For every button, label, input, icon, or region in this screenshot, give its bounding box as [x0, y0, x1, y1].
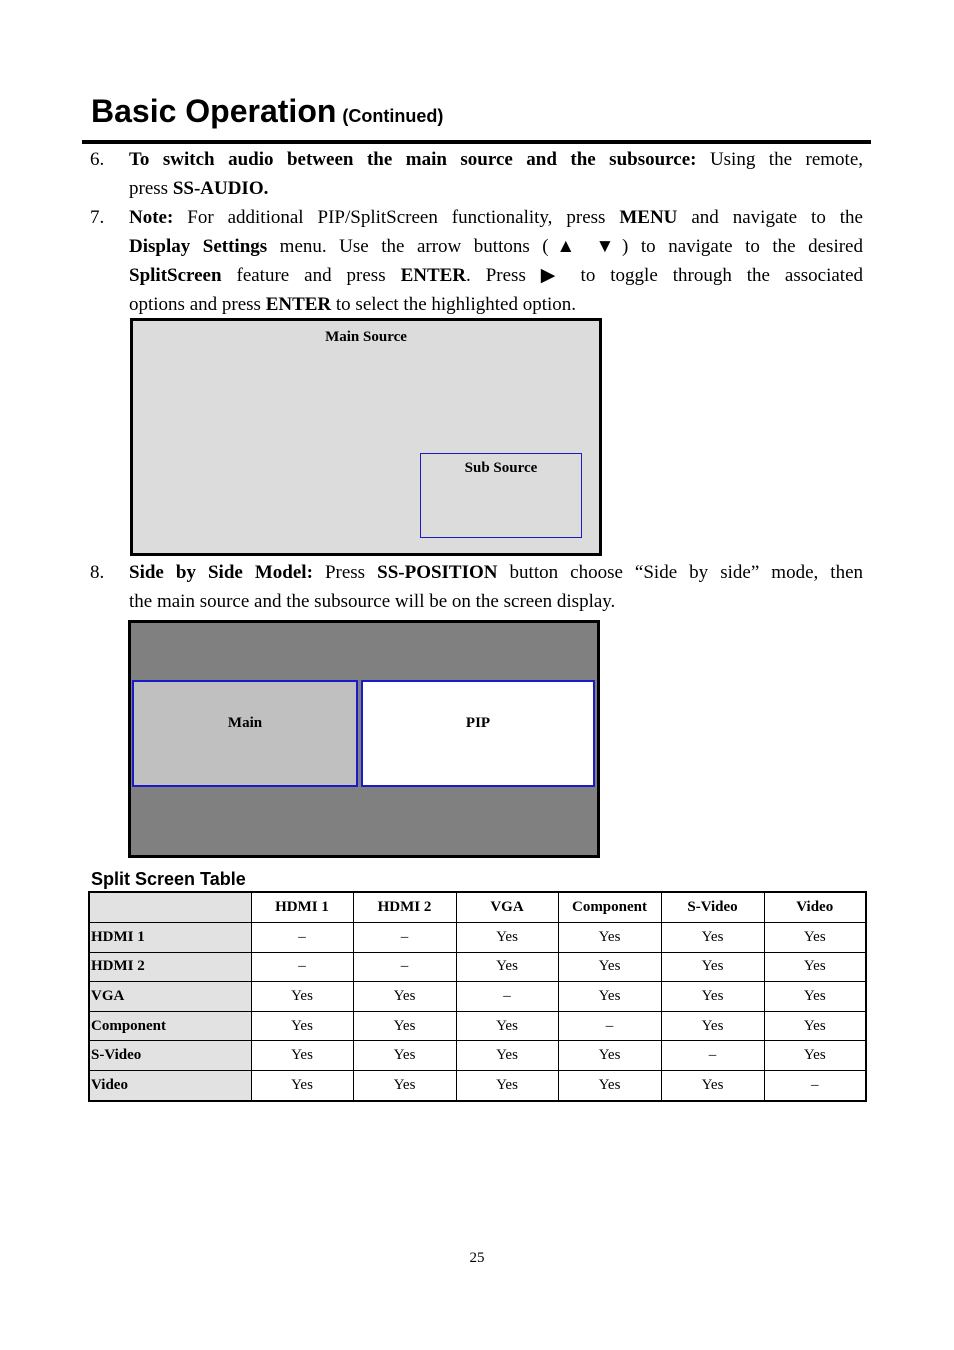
row-header: HDMI 2 [89, 952, 251, 982]
pip-window [361, 680, 595, 787]
table-cell: Yes [353, 1070, 456, 1100]
table-cell: – [251, 952, 353, 982]
table-row [89, 923, 866, 953]
table-cell: Yes [764, 1011, 866, 1041]
table-cell: Yes [353, 1041, 456, 1071]
text-line [129, 232, 863, 261]
table-cell: Yes [764, 952, 866, 982]
table-cell: Yes [456, 1041, 558, 1071]
table-cell: Yes [456, 923, 558, 953]
text-run: For additional PIP/SplitScreen functionality, press [173, 207, 620, 228]
text-run: the main source and the subsource will be on the screen display. [129, 591, 616, 612]
table-row [89, 1070, 866, 1100]
bold-text: MENU [619, 207, 678, 228]
table-row [89, 1011, 866, 1041]
sub-source-label: Sub Source [464, 460, 538, 476]
table-cell: Yes [558, 952, 661, 982]
table-cell: Yes [456, 952, 558, 982]
table-cell: Yes [558, 982, 661, 1012]
main-window [132, 680, 358, 787]
table-cell: Yes [456, 1070, 558, 1100]
item-text [129, 145, 863, 203]
text-run: button choose “Side by side” mode, then [497, 562, 863, 583]
pip-label: PIP [465, 715, 491, 731]
text-run: options and press [129, 294, 266, 315]
column-header: HDMI 2 [353, 892, 456, 923]
table-cell: – [251, 923, 353, 953]
text-run: to select the highlighted option. [331, 294, 577, 315]
table-row [89, 1041, 866, 1071]
text-run: menu. Use the arrow buttons (▲ ▼) to navigate to the desired [267, 236, 863, 257]
table-cell: Yes [353, 982, 456, 1012]
table-row [89, 982, 866, 1012]
table-cell: Yes [558, 923, 661, 953]
text-run: Using the remote, [696, 149, 863, 170]
table-title: Split Screen Table [91, 869, 246, 889]
sub-source-window [420, 453, 582, 538]
bold-text: Side by Side Model: [129, 562, 313, 583]
text-line [129, 290, 863, 319]
bold-text: Note: [129, 207, 174, 228]
text-line [129, 145, 863, 174]
text-line [129, 558, 863, 587]
text-line [129, 587, 863, 616]
list-item-8 [90, 558, 863, 616]
table-cell: Yes [661, 1070, 764, 1100]
table-cell: Yes [251, 982, 353, 1012]
table-cell: Yes [558, 1041, 661, 1071]
bold-text: To switch audio between the main source and the subsource: [129, 149, 697, 170]
bold-text: SS-POSITION [377, 562, 498, 583]
table-cell: Yes [251, 1011, 353, 1041]
header-divider [82, 140, 871, 144]
split-screen-table [88, 891, 867, 1102]
pip-diagram [130, 318, 602, 556]
page-number: 25 [469, 1250, 485, 1266]
bold-text: ENTER [265, 294, 332, 315]
page-title [91, 92, 443, 135]
table-cell: Yes [661, 982, 764, 1012]
table-cell: Yes [764, 1041, 866, 1071]
table-cell: Yes [251, 1070, 353, 1100]
list-item-6 [90, 145, 863, 203]
table-cell: – [558, 1011, 661, 1041]
table-cell: Yes [661, 1011, 764, 1041]
title-subtitle: (Continued) [342, 106, 444, 126]
text-run: and navigate to the [677, 207, 863, 228]
table-cell: – [456, 982, 558, 1012]
table-cell: – [353, 952, 456, 982]
table-cell: Yes [251, 1041, 353, 1071]
list-item-7 [90, 203, 863, 319]
item-text [129, 203, 863, 319]
table-cell: Yes [661, 923, 764, 953]
main-source-label: Main Source [325, 329, 407, 345]
item-number: 6. [90, 149, 105, 170]
text-run: press [129, 178, 173, 199]
text-run: feature and press [221, 265, 401, 286]
row-header: HDMI 1 [89, 923, 251, 953]
table-cell: Yes [456, 1011, 558, 1041]
table-row [89, 952, 866, 982]
table-cell: Yes [661, 952, 764, 982]
table-cell: Yes [764, 982, 866, 1012]
row-header: Video [89, 1070, 251, 1100]
column-header: Video [764, 892, 866, 923]
item-text [129, 558, 863, 616]
text-run: . Press ▶ to toggle through the associated [466, 265, 863, 286]
row-header: Component [89, 1011, 251, 1041]
table-header-row [89, 892, 866, 923]
item-number: 8. [90, 562, 105, 583]
text-line [129, 203, 863, 232]
column-header: S-Video [661, 892, 764, 923]
side-by-side-diagram [128, 620, 600, 858]
bold-text: Display Settings [129, 236, 268, 257]
corner-cell [89, 892, 251, 923]
table-cell: Yes [764, 923, 866, 953]
bold-text: ENTER [400, 265, 467, 286]
title-main: Basic Operation [91, 93, 337, 129]
text-line [129, 174, 863, 203]
table-cell: Yes [558, 1070, 661, 1100]
row-header: S-Video [89, 1041, 251, 1071]
item-number: 7. [90, 207, 105, 228]
bold-text: SplitScreen [129, 265, 222, 286]
row-header: VGA [89, 982, 251, 1012]
bold-text: SS-AUDIO. [172, 178, 269, 199]
column-header: HDMI 1 [251, 892, 353, 923]
table-cell: – [764, 1070, 866, 1100]
table-cell: Yes [353, 1011, 456, 1041]
column-header: Component [558, 892, 661, 923]
text-line [129, 261, 863, 290]
table-cell: – [661, 1041, 764, 1071]
text-run: Press [312, 562, 378, 583]
main-label: Main [227, 715, 263, 731]
table-cell: – [353, 923, 456, 953]
column-header: VGA [456, 892, 558, 923]
